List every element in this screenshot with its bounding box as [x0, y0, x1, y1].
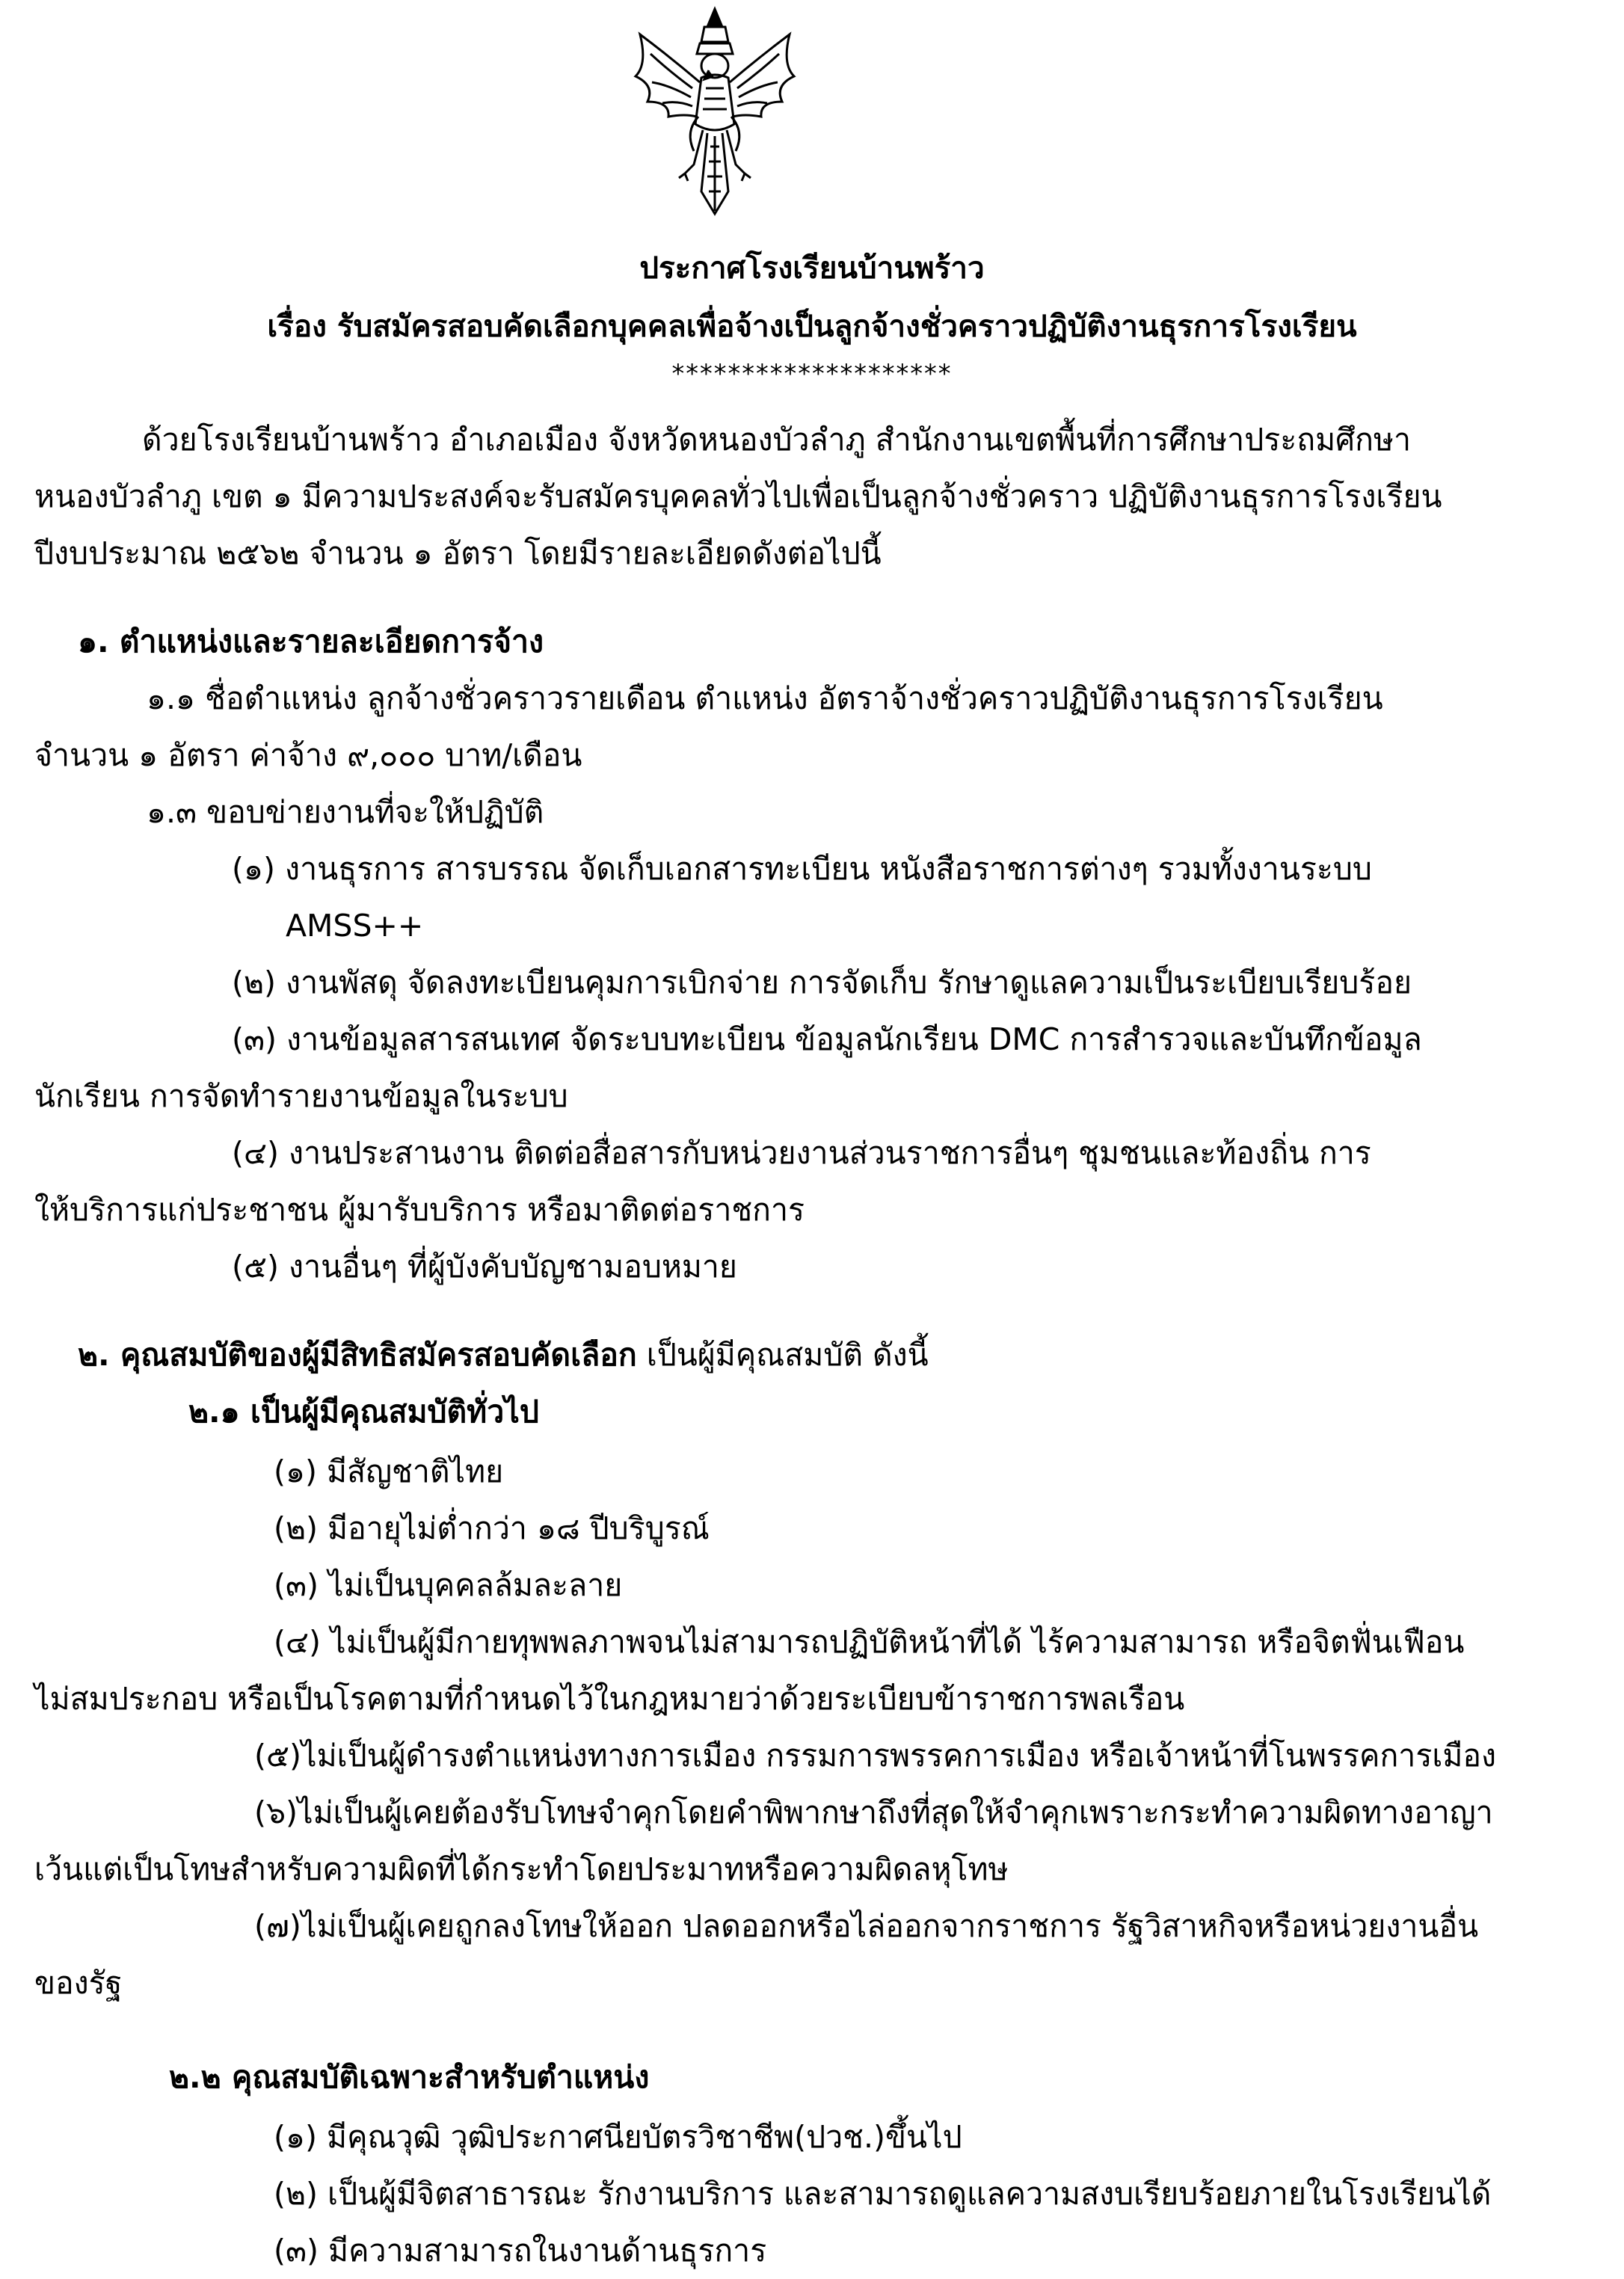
section-heading: [78, 1334, 929, 1376]
body-line: ของรัฐ: [34, 1965, 123, 2001]
body-line: (๔) ไม่เป็นผู้มีกายทุพพลภาพจนไม่สามารถปฏิบัติหน้าที่ได้ ไร้ความสามารถ หรือจิตฟั่นเฟือน: [274, 1624, 1465, 1660]
subsection-heading: ๒.๑ เป็นผู้มีคุณสมบัติทั่วไป: [188, 1394, 539, 1430]
body-line: ไม่สมประกอบ หรือเป็นโรคตามที่กำหนดไว้ในกฎหมายว่าด้วยระเบียบข้าราชการพลเรือน: [34, 1681, 1185, 1717]
body-line: (๗)ไม่เป็นผู้เคยถูกลงโทษให้ออก ปลดออกหรือไล่ออกจากราชการ รัฐวิสาหกิจหรือหน่วยงานอื่น: [254, 1908, 1479, 1944]
body-line: AMSS++: [286, 908, 424, 944]
intro-line: ด้วยโรงเรียนบ้านพร้าว อำเภอเมือง จังหวัดหนองบัวลำภู สำนักงานเขตพื้นที่การศึกษาประถมศึกษา: [142, 422, 1412, 458]
announcement-subject: เรื่อง รับสมัครสอบคัดเลือกบุคคลเพื่อจ้างเป็นลูกจ้างชั่วคราวปฏิบัติงานธุรการโรงเรียน: [267, 308, 1357, 344]
section-heading-bold: ๒. คุณสมบัติของผู้มีสิทธิสมัครสอบคัดเลือก: [78, 1337, 637, 1373]
body-line: จำนวน ๑ อัตรา ค่าจ้าง ๙,๐๐๐ บาท/เดือน: [34, 737, 582, 773]
body-line: (๑) งานธุรการ สารบรรณ จัดเก็บเอกสารทะเบียน หนังสือราชการต่างๆ รวมทั้งงานระบบ: [232, 851, 1372, 887]
title-divider: ********************: [671, 359, 953, 388]
intro-line: หนองบัวลำภู เขต ๑ มีความประสงค์จะรับสมัครบุคคลทั่วไปเพื่อเป็นลูกจ้างชั่วคราว ปฏิบัติงานธุรการโรงเรียน: [34, 479, 1442, 514]
body-line: (๑) มีคุณวุฒิ วุฒิประกาศนียบัตรวิชาชีพ(ปวช.)ขึ้นไป: [274, 2119, 962, 2155]
garuda-emblem-icon: [625, 4, 805, 221]
announcement-title: ประกาศโรงเรียนบ้านพร้าว: [639, 250, 985, 286]
section-heading: ๑. ตำแหน่งและรายละเอียดการจ้าง: [78, 624, 544, 659]
body-line: (๕) งานอื่นๆ ที่ผู้บังคับบัญชามอบหมาย: [232, 1249, 737, 1285]
body-line: (๑) มีสัญชาติไทย: [274, 1454, 504, 1489]
body-line: ๑.๓ ขอบข่ายงานที่จะให้ปฏิบัติ: [147, 794, 544, 830]
body-line: (๔) งานประสานงาน ติดต่อสื่อสารกับหน่วยงานส่วนราชการอื่นๆ ชุมชนและท้องถิ่น การ: [232, 1135, 1371, 1171]
body-line: (๒) เป็นผู้มีจิตสาธารณะ รักงานบริการ และสามารถดูแลความสงบเรียบร้อยภายในโรงเรียนได้: [274, 2176, 1492, 2212]
body-line: เว้นแต่เป็นโทษสำหรับความผิดที่ได้กระทำโดยประมาทหรือความผิดลหุโทษ: [34, 1851, 1009, 1887]
subsection-heading: ๒.๒ คุณสมบัติเฉพาะสำหรับตำแหน่ง: [169, 2059, 650, 2095]
body-line: (๓) ไม่เป็นบุคคลล้มละลาย: [274, 1567, 623, 1603]
body-line: (๖)ไม่เป็นผู้เคยต้องรับโทษจำคุกโดยคำพิพากษาถึงที่สุดให้จำคุกเพราะกระทำความผิดทางอาญา: [254, 1794, 1493, 1830]
section-heading-rest: เป็นผู้มีคุณสมบัติ ดังนี้: [636, 1337, 929, 1373]
body-line: ๑.๑ ชื่อตำแหน่ง ลูกจ้างชั่วคราวรายเดือน ตำแหน่ง อัตราจ้างชั่วคราวปฏิบัติงานธุรการโรงเรียน: [147, 680, 1383, 716]
body-line: (๒) มีอายุไม่ต่ำกว่า ๑๘ ปีบริบูรณ์: [274, 1510, 710, 1546]
body-line: นักเรียน การจัดทำรายงานข้อมูลในระบบ: [34, 1078, 568, 1114]
body-line: (๓) มีความสามารถในงานด้านธุรการ: [274, 2233, 767, 2269]
body-line: (๓) งานข้อมูลสารสนเทศ จัดระบบทะเบียน ข้อมูลนักเรียน DMC การสำรวจและบันทึกข้อมูล: [232, 1021, 1422, 1057]
body-line: (๒) งานพัสดุ จัดลงทะเบียนคุมการเบิกจ่าย การจัดเก็บ รักษาดูแลความเป็นระเบียบเรียบร้อย: [232, 965, 1412, 1000]
intro-line: ปีงบประมาณ ๒๕๖๒ จำนวน ๑ อัตรา โดยมีรายละเอียดดังต่อไปนี้: [34, 535, 882, 571]
body-line: (๕)ไม่เป็นผู้ดำรงตำแหน่งทางการเมือง กรรมการพรรคการเมือง หรือเจ้าหน้าที่โนพรรคการเมือง: [254, 1738, 1497, 1774]
body-line: ให้บริการแก่ประชาชน ผู้มารับบริการ หรือมาติดต่อราชการ: [34, 1192, 805, 1228]
